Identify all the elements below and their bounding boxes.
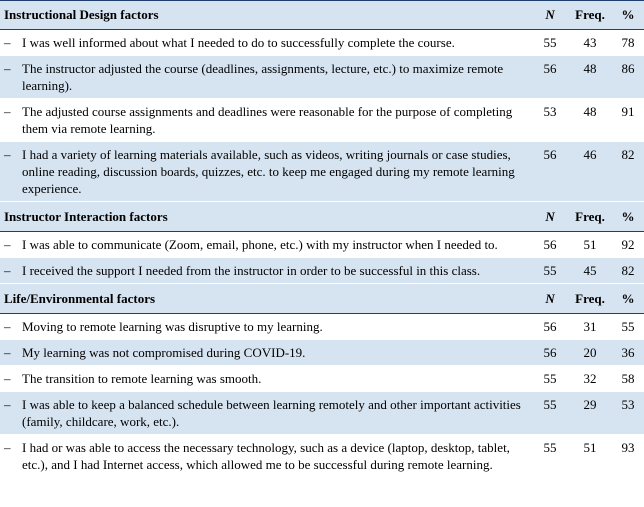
row-freq: 32 — [568, 366, 612, 392]
row-dash: – — [0, 314, 22, 340]
row-text: I was able to communicate (Zoom, email, phone, etc.) with my instructor when I needed to. — [22, 232, 532, 258]
table-row — [0, 99, 644, 142]
row-freq: 31 — [568, 314, 612, 340]
table-row — [0, 30, 644, 56]
row-freq: 46 — [568, 142, 612, 202]
table-row — [0, 142, 644, 202]
row-pct: 82 — [612, 258, 644, 284]
row-dash: – — [0, 435, 22, 478]
table-row — [0, 366, 644, 392]
table-row — [0, 435, 644, 478]
section-header-life-environmental — [0, 284, 644, 314]
table-row — [0, 392, 644, 435]
row-pct: 55 — [612, 314, 644, 340]
section-header-instructor-interaction — [0, 202, 644, 232]
section-title: Instructor Interaction factors — [0, 202, 532, 232]
row-pct: 58 — [612, 366, 644, 392]
row-dash: – — [0, 142, 22, 202]
row-dash: – — [0, 56, 22, 99]
row-dash: – — [0, 258, 22, 284]
row-freq: 20 — [568, 340, 612, 366]
col-pct-header: % — [612, 1, 644, 30]
section-title: Life/Environmental factors — [0, 284, 532, 314]
section-title: Instructional Design factors — [0, 1, 532, 30]
row-n: 56 — [532, 340, 568, 366]
row-freq: 48 — [568, 56, 612, 99]
row-pct: 36 — [612, 340, 644, 366]
col-pct-header: % — [612, 202, 644, 232]
row-n: 56 — [532, 142, 568, 202]
row-text: The adjusted course assignments and deadlines were reasonable for the purpose of completing them via remote learning. — [22, 99, 532, 142]
row-pct: 86 — [612, 56, 644, 99]
row-dash: – — [0, 366, 22, 392]
row-dash: – — [0, 232, 22, 258]
col-n-header: N — [532, 284, 568, 314]
row-text: I was well informed about what I needed to do to successfully complete the course. — [22, 30, 532, 56]
row-dash: – — [0, 392, 22, 435]
row-n: 55 — [532, 435, 568, 478]
row-n: 56 — [532, 56, 568, 99]
row-dash: – — [0, 99, 22, 142]
row-freq: 45 — [568, 258, 612, 284]
row-n: 55 — [532, 30, 568, 56]
row-pct: 91 — [612, 99, 644, 142]
row-text: Moving to remote learning was disruptive to my learning. — [22, 314, 532, 340]
row-n: 55 — [532, 392, 568, 435]
col-freq-header: Freq. — [568, 202, 612, 232]
col-pct-header: % — [612, 284, 644, 314]
row-pct: 53 — [612, 392, 644, 435]
col-n-header: N — [532, 1, 568, 30]
table-row — [0, 340, 644, 366]
row-n: 53 — [532, 99, 568, 142]
row-text: I had or was able to access the necessary technology, such as a device (laptop, desktop, tablet, etc.), and I had Internet access, which allowed me to be successful during remote learning. — [22, 435, 532, 478]
row-n: 55 — [532, 258, 568, 284]
col-freq-header: Freq. — [568, 284, 612, 314]
row-dash: – — [0, 30, 22, 56]
row-text: I was able to keep a balanced schedule between learning remotely and other important activities (family, childcare, work, etc.). — [22, 392, 532, 435]
row-text: I had a variety of learning materials available, such as videos, writing journals or case studies, online reading, discussion boards, quizzes, etc. to keep me engaged during my remote learning experience. — [22, 142, 532, 202]
row-text: The instructor adjusted the course (deadlines, assignments, lecture, etc.) to maximize remote learning). — [22, 56, 532, 99]
row-pct: 92 — [612, 232, 644, 258]
row-text: My learning was not compromised during COVID-19. — [22, 340, 532, 366]
row-freq: 29 — [568, 392, 612, 435]
row-n: 55 — [532, 366, 568, 392]
row-pct: 82 — [612, 142, 644, 202]
row-freq: 51 — [568, 435, 612, 478]
col-n-header: N — [532, 202, 568, 232]
row-freq: 48 — [568, 99, 612, 142]
table-row — [0, 56, 644, 99]
table-row — [0, 258, 644, 284]
row-text: The transition to remote learning was smooth. — [22, 366, 532, 392]
row-n: 56 — [532, 314, 568, 340]
row-text: I received the support I needed from the instructor in order to be successful in this class. — [22, 258, 532, 284]
section-header-instructional-design — [0, 1, 644, 30]
table-row — [0, 314, 644, 340]
row-pct: 78 — [612, 30, 644, 56]
table-row — [0, 232, 644, 258]
row-pct: 93 — [612, 435, 644, 478]
row-n: 56 — [532, 232, 568, 258]
row-freq: 43 — [568, 30, 612, 56]
row-dash: – — [0, 340, 22, 366]
row-freq: 51 — [568, 232, 612, 258]
col-freq-header: Freq. — [568, 1, 612, 30]
